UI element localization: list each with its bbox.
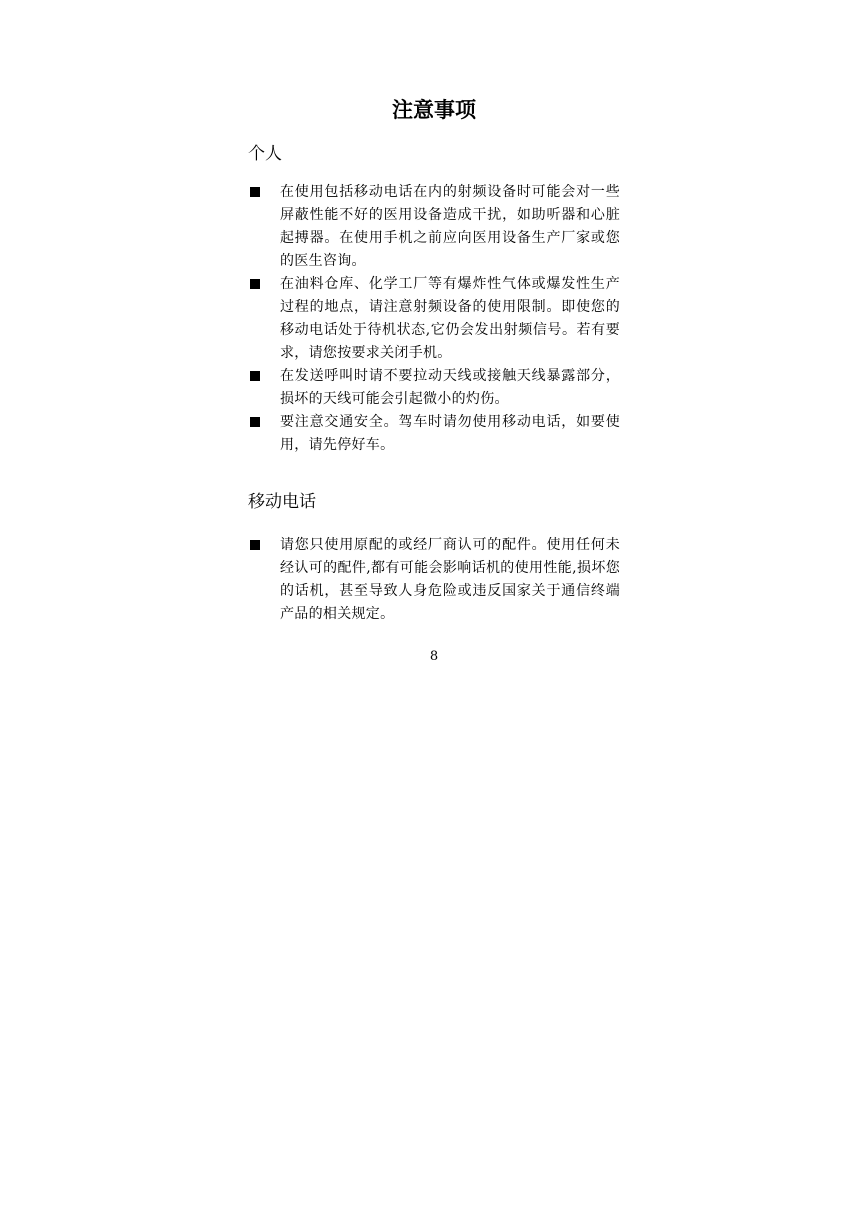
square-bullet-icon [250, 540, 260, 550]
list-item-text: 在油料仓库、化学工厂等有爆炸性气体或爆发性生产过程的地点，请注意射频设备的使用限制。即使您的移动电话处于待机状态,它仍会发出射频信号。若有要求，请您按要求关闭手机。 [280, 276, 620, 361]
list-item [248, 365, 620, 411]
section-heading-mobile-phone: 移动电话 [248, 492, 316, 512]
section-heading-personal: 个人 [248, 144, 282, 164]
square-bullet-icon [250, 417, 260, 427]
square-bullet-icon [250, 187, 260, 197]
mobile-phone-precautions-list [248, 534, 620, 626]
list-item [248, 534, 620, 626]
list-item [248, 273, 620, 365]
list-item-text: 在发送呼叫时请不要拉动天线或接触天线暴露部分，损坏的天线可能会引起微小的灼伤。 [280, 368, 620, 407]
list-item-text: 要注意交通安全。驾车时请勿使用移动电话，如要使用，请先停好车。 [280, 414, 620, 453]
list-item-text: 请您只使用原配的或经厂商认可的配件。使用任何未经认可的配件,都有可能会影响话机的使用性能,损坏您的话机，甚至导致人身危险或违反国家关于通信终端产品的相关规定。 [280, 537, 620, 622]
square-bullet-icon [250, 371, 260, 381]
personal-precautions-list [248, 181, 620, 457]
page-number: 8 [429, 649, 439, 664]
page-title: 注意事项 [392, 98, 476, 122]
list-item-text: 在使用包括移动电话在内的射频设备时可能会对一些屏蔽性能不好的医用设备造成干扰，如助听器和心脏起搏器。在使用手机之前应向医用设备生产厂家或您的医生咨询。 [280, 184, 620, 269]
list-item [248, 181, 620, 273]
list-item [248, 411, 620, 457]
square-bullet-icon [250, 279, 260, 289]
